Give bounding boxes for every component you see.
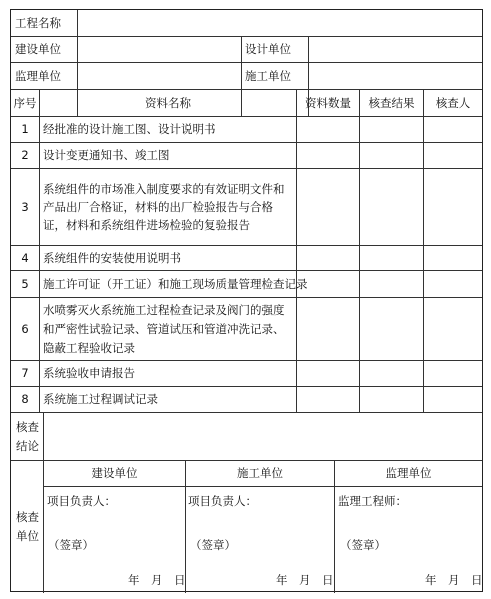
signoff-contractor-title: 施工单位: [237, 466, 283, 480]
row-document-name: 系统施工过程调试记录: [43, 392, 158, 406]
column-header-checker: 核查人: [435, 96, 471, 110]
column-header-no: 序号: [13, 96, 37, 110]
column-header-result: 核查结果: [368, 96, 415, 110]
row-number: 8: [21, 392, 29, 406]
contractor-label: 施工单位: [245, 69, 291, 83]
signoff-date-label: 年 月 日: [276, 573, 334, 587]
row-number: 2: [21, 148, 29, 162]
row-number: 6: [21, 322, 29, 336]
signoff-person-label: 监理工程师：: [338, 494, 407, 508]
row-document-name: 系统组件的市场准入制度要求的有效证明文件和产品出厂合格证，材料的出厂检验报告与合格证，材料和系统组件进场检验的复验报告: [43, 182, 285, 232]
project-name-label: 工程名称: [15, 16, 61, 30]
row-number: 4: [21, 251, 29, 265]
signoff-date-label: 年 月 日: [128, 573, 186, 587]
signoff-seal-label: （签章）: [190, 538, 236, 552]
row-document-name: 经批准的设计施工图、设计说明书: [43, 122, 216, 136]
signoff-construction-unit-title: 建设单位: [91, 466, 138, 480]
row-document-name: 水喷雾灭火系统施工过程检查记录及阀门的强度和严密性试验记录、管道试压和管道冲洗记录、隐蔽工程验收记录: [43, 303, 285, 355]
column-header-name: 资料名称: [145, 96, 191, 110]
row-number: 5: [21, 277, 29, 291]
signoff-supervision-unit-title: 监理单位: [385, 466, 432, 480]
signoff-seal-label: （签章）: [340, 538, 386, 552]
row-document-name: 系统验收申请报告: [43, 366, 135, 380]
supervision-unit-label: 监理单位: [15, 69, 61, 83]
column-header-quantity: 资料数量: [305, 96, 351, 110]
row-number: 3: [21, 200, 29, 214]
signoff-seal-label: （签章）: [48, 538, 94, 552]
design-unit-label: 设计单位: [245, 42, 291, 56]
row-number: 7: [21, 366, 29, 380]
row-number: 1: [21, 122, 29, 136]
acceptance-check-form: [10, 9, 483, 592]
signoff-date-label: 年 月 日: [425, 573, 483, 587]
row-document-name: 设计变更通知书、竣工图: [43, 148, 170, 162]
signoff-row-label: 核查单位: [16, 510, 39, 543]
row-document-name: 施工许可证（开工证）和施工现场质量管理检查记录: [43, 277, 308, 291]
construction-unit-label: 建设单位: [15, 42, 61, 56]
conclusion-label: 核查结论: [16, 420, 39, 453]
signoff-person-label: 项目负责人：: [47, 494, 116, 508]
row-document-name: 系统组件的安装使用说明书: [43, 251, 181, 265]
signoff-person-label: 项目负责人：: [188, 494, 257, 508]
